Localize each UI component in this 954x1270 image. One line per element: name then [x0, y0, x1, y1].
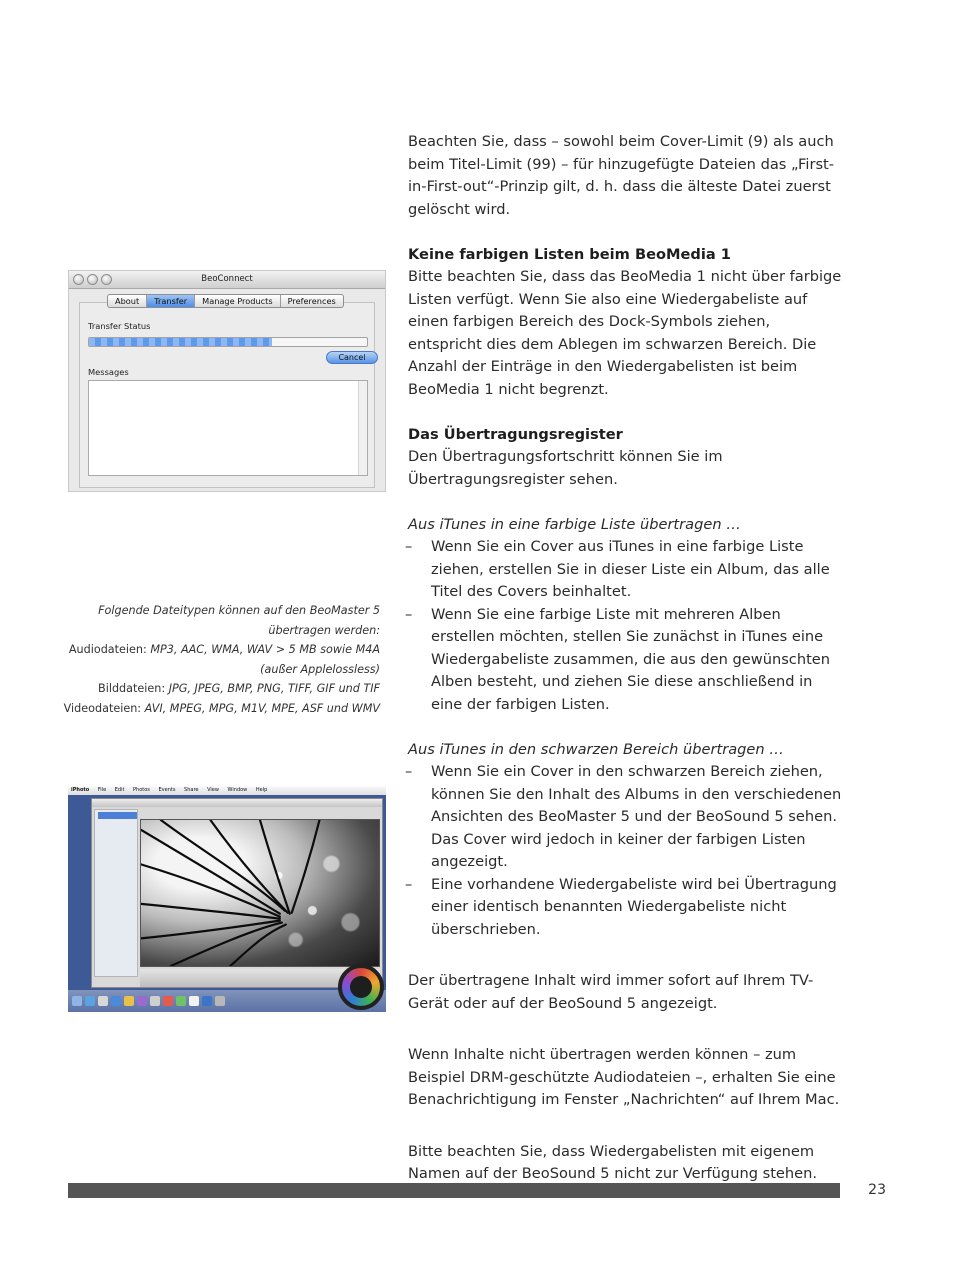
- register-heading: Das Übertragungsregister: [408, 425, 623, 443]
- beomedia-paragraph: Bitte beachten Sie, dass das BeoMedia 1 nicht über farbige Listen verfügt. Wenn Sie also eine Wiedergabeliste auf einen farbigen Bereich des Dock-Symbols ziehen, entspricht dies dem Ablegen im schwarzen Bereich. Die Anzahl der Einträge in den Wiedergabelisten ist beim BeoMedia 1 nicht begrenzt.: [408, 268, 842, 398]
- menu-item[interactable]: View: [207, 787, 219, 793]
- tab-manage-products[interactable]: Manage Products: [195, 295, 280, 307]
- shown-paragraph: Der übertragene Inhalt wird immer sofort auf Ihrem TV-Gerät oder auf der BeoSound 5 angezeigt.: [408, 972, 814, 1012]
- menu-item[interactable]: File: [97, 787, 107, 793]
- dock-app-icon[interactable]: [215, 996, 225, 1006]
- transfer-progress-fill: [89, 338, 272, 346]
- dock-app-icon[interactable]: [72, 996, 82, 1006]
- image-label: Bilddateien:: [98, 682, 166, 695]
- transfer-panel: [79, 302, 375, 488]
- dock-app-icon[interactable]: [202, 996, 212, 1006]
- needle-photo-graphic: [141, 820, 379, 966]
- dock-app-icon[interactable]: [163, 996, 173, 1006]
- mac-menubar: [68, 786, 386, 795]
- source-row[interactable]: [98, 833, 137, 840]
- dock-app-icon[interactable]: [137, 996, 147, 1006]
- menu-item[interactable]: Help: [255, 787, 268, 793]
- menu-item[interactable]: Photos: [133, 787, 150, 793]
- black-area-items: [408, 761, 848, 941]
- file-types-caption: [40, 601, 380, 718]
- drm-paragraph: Wenn Inhalte nicht übertragen werden können – zum Beispiel DRM-geschützte Audiodateien –, erhalten Sie eine Benachrichtigung im Fenster „Nachrichten“ auf Ihrem Mac.: [408, 1046, 840, 1108]
- beoconnect-dock-wheel-icon[interactable]: [338, 964, 384, 1010]
- iphoto-top-toolbar: [140, 809, 380, 818]
- caption-image: [40, 679, 380, 699]
- caption-audio: [40, 640, 380, 679]
- caption-intro: Folgende Dateitypen können auf den BeoMaster 5 übertragen werden:: [98, 604, 380, 637]
- iphoto-window: [91, 798, 383, 988]
- video-value: AVI, MPEG, MPG, M1V, MPE, ASF und WMV: [144, 701, 380, 715]
- source-row[interactable]: [98, 819, 137, 826]
- iphoto-titlebar: [92, 799, 382, 807]
- menu-item[interactable]: Share: [184, 787, 199, 793]
- intro-paragraph: Beachten Sie, dass – sowohl beim Cover-Limit (9) als auch beim Titel-Limit (99) – für hinzugefügte Dateien das „First-in-First-out“-Prinzip gilt, d. h. dass die älteste Datei zuerst gelöscht wird.: [408, 133, 835, 218]
- list-item: – Wenn Sie ein Cover in den schwarzen Bereich ziehen, können Sie den Inhalt des Albums in den verschiedenen Ansichten des BeoMaster 5 und der BeoSound 5 sehen. Das Cover wird jedoch in keiner der farbigen Listen angezeigt.: [408, 761, 848, 874]
- menu-item[interactable]: iPhoto: [71, 787, 90, 793]
- menu-item[interactable]: Edit: [114, 787, 125, 793]
- window-title: BeoConnect: [201, 274, 253, 284]
- list-item: – Wenn Sie eine farbige Liste mit mehreren Alben erstellen möchten, stellen Sie zunächst in iTunes eine Wiedergabeliste zusammen, die aus den gewünschten Alben besteht, und ziehen Sie diese anschließend in eine der farbigen Listen.: [408, 604, 848, 717]
- beomedia-heading: Keine farbigen Listen beim BeoMedia 1: [408, 245, 731, 263]
- audio-label: Audiodateien:: [68, 643, 147, 656]
- black-area-heading: Aus iTunes in den schwarzen Bereich übertragen …: [408, 740, 784, 758]
- color-list-items: [408, 536, 848, 716]
- dock-app-icon[interactable]: [150, 996, 160, 1006]
- transfer-progress-bar: [88, 337, 368, 347]
- source-row[interactable]: [98, 812, 137, 819]
- source-row[interactable]: [98, 826, 137, 833]
- messages-label: Messages: [88, 367, 129, 377]
- color-list-heading: Aus iTunes in eine farbige Liste übertragen …: [408, 515, 741, 533]
- tab-preferences[interactable]: Preferences: [287, 296, 336, 306]
- photo-preview: [140, 819, 380, 967]
- image-value: JPG, JPEG, BMP, PNG, TIFF, GIF und TIF: [168, 682, 380, 695]
- tab-transfer[interactable]: Transfer: [147, 295, 195, 307]
- page-number: 23: [868, 1182, 886, 1198]
- dock-app-icon[interactable]: [176, 996, 186, 1006]
- menu-item[interactable]: Events: [158, 787, 176, 793]
- register-paragraph: Den Übertragungsfortschritt können Sie im Übertragungsregister sehen.: [408, 448, 723, 488]
- messages-box: [88, 380, 368, 476]
- beoconnect-tabs: [107, 294, 344, 308]
- dock-app-icon[interactable]: [111, 996, 121, 1006]
- dock-app-icon[interactable]: [189, 996, 199, 1006]
- main-text-column: [408, 131, 848, 1186]
- video-label: Videodateien:: [63, 701, 142, 715]
- source-row[interactable]: [98, 847, 137, 854]
- dock-app-icon[interactable]: [85, 996, 95, 1006]
- iphoto-screenshot: [68, 786, 386, 1012]
- beoconnect-window: [68, 270, 386, 492]
- playlist-paragraph: Bitte beachten Sie, dass Wiedergabelisten mit eigenem Namen auf der BeoSound 5 nicht zur Verfügung stehen.: [408, 1142, 818, 1182]
- dock-app-icon[interactable]: [98, 996, 108, 1006]
- dock-app-icon[interactable]: [124, 996, 134, 1006]
- menu-item[interactable]: Window: [227, 787, 248, 793]
- window-titlebar: [69, 271, 385, 289]
- cancel-button[interactable]: Cancel: [326, 351, 378, 364]
- footer-bar: [68, 1183, 840, 1198]
- list-item: – Eine vorhandene Wiedergabeliste wird bei Übertragung einer identisch benannten Wiedergabeliste nicht überschrieben.: [408, 874, 848, 942]
- tab-about[interactable]: About: [108, 295, 147, 307]
- caption-video: [40, 699, 380, 719]
- source-row[interactable]: [98, 840, 137, 847]
- messages-scrollbar[interactable]: [358, 381, 367, 475]
- audio-value: MP3, AAC, WMA, WAV > 5 MB sowie M4A (außer Applelossless): [150, 643, 380, 676]
- iphoto-source-list[interactable]: [94, 809, 138, 977]
- list-item: – Wenn Sie ein Cover aus iTunes in eine farbige Liste ziehen, erstellen Sie in dieser Liste ein Album, das alle Titel des Covers beinhaltet.: [408, 536, 848, 604]
- transfer-status-label: Transfer Status: [88, 321, 151, 331]
